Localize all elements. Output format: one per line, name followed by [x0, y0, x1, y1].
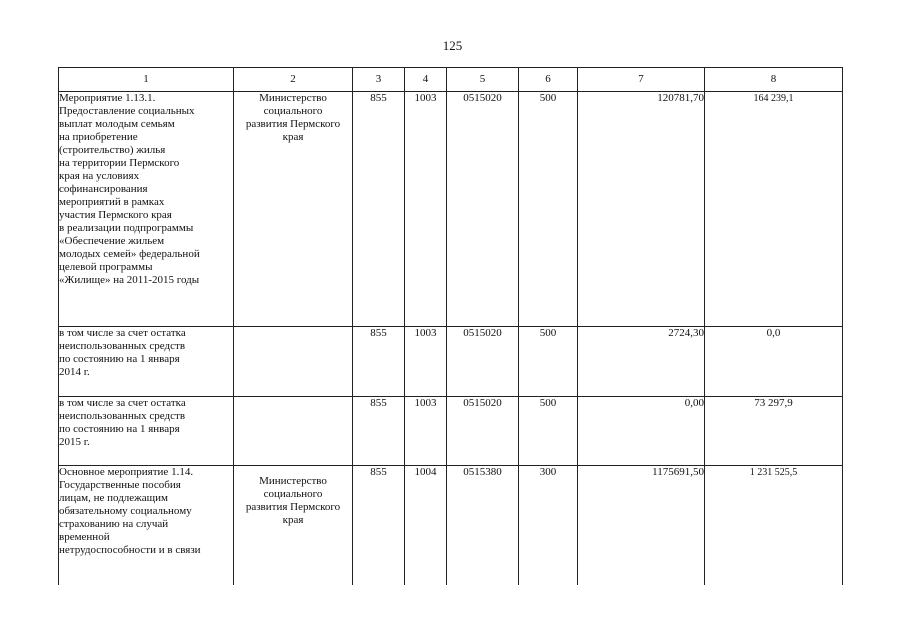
- department-text: Министерство социального развития Пермского края: [245, 475, 341, 526]
- event-name-text: Мероприятие 1.13.1. Предоставление социальных выплат молодым семьям на приобретение (строительство) жилья на территории Пермского края на условиях софинансирования мероприятий в рамках участия Пермского края в реализации подпрограммы «Обеспечение жильем молодых семей» федеральной целевой программы «Жилище» на 2011-2015 годы: [59, 92, 200, 286]
- cell-amount-8: 1 231 525,5: [705, 466, 843, 586]
- column-header: 7: [578, 68, 705, 92]
- column-header: 1: [59, 68, 234, 92]
- department: [234, 466, 353, 586]
- event-name-text: в том числе за счет остатка неиспользованных средств по состоянию на 1 января 2014 г.: [59, 327, 186, 378]
- event-name: [59, 397, 234, 466]
- cell-code-5: 0515020: [447, 397, 519, 466]
- column-header: 5: [447, 68, 519, 92]
- department: [234, 92, 353, 327]
- table-row: [59, 397, 843, 466]
- cell-code-5: 0515020: [447, 92, 519, 327]
- column-header: 4: [405, 68, 447, 92]
- cell-code-3: 855: [353, 466, 405, 586]
- department: [234, 397, 353, 466]
- event-name: [59, 327, 234, 397]
- cell-code-4: 1003: [405, 92, 447, 327]
- cell-amount-7: 120781,70: [578, 92, 705, 327]
- cell-amount-8: 164 239,1: [705, 92, 843, 327]
- column-header: 2: [234, 68, 353, 92]
- cell-code-6: 500: [519, 92, 578, 327]
- cell-amount-8: 73 297,9: [705, 397, 843, 466]
- cell-code-4: 1003: [405, 327, 447, 397]
- department: [234, 327, 353, 397]
- column-header: 3: [353, 68, 405, 92]
- table-row: [59, 327, 843, 397]
- event-name-text: Основное мероприятие 1.14. Государственные пособия лицам, не подлежащим обязательному социальному страхованию на случай временной нетрудоспособности и в связи: [59, 466, 201, 556]
- cell-amount-8: 0,0: [705, 327, 843, 397]
- cell-code-4: 1004: [405, 466, 447, 586]
- page-number: 125: [442, 38, 463, 53]
- column-header: 6: [519, 68, 578, 92]
- cell-amount-7: 1175691,50: [578, 466, 705, 586]
- cell-code-3: 855: [353, 327, 405, 397]
- column-header: 8: [705, 68, 843, 92]
- cell-code-6: 500: [519, 397, 578, 466]
- department-text: Министерство социального развития Пермского края: [245, 92, 341, 143]
- cell-code-6: 300: [519, 466, 578, 586]
- event-name-text: в том числе за счет остатка неиспользованных средств по состоянию на 1 января 2015 г.: [59, 397, 186, 448]
- table-row: [59, 466, 843, 586]
- budget-table: [58, 67, 843, 585]
- cell-amount-7: 0,00: [578, 397, 705, 466]
- event-name: [59, 466, 234, 586]
- cell-code-6: 500: [519, 327, 578, 397]
- cell-code-3: 855: [353, 397, 405, 466]
- cell-code-5: 0515020: [447, 327, 519, 397]
- event-name: [59, 92, 234, 327]
- cell-code-3: 855: [353, 92, 405, 327]
- cell-code-4: 1003: [405, 397, 447, 466]
- table-row: [59, 92, 843, 327]
- cell-amount-7: 2724,30: [578, 327, 705, 397]
- header-row: [59, 68, 843, 92]
- cell-code-5: 0515380: [447, 466, 519, 586]
